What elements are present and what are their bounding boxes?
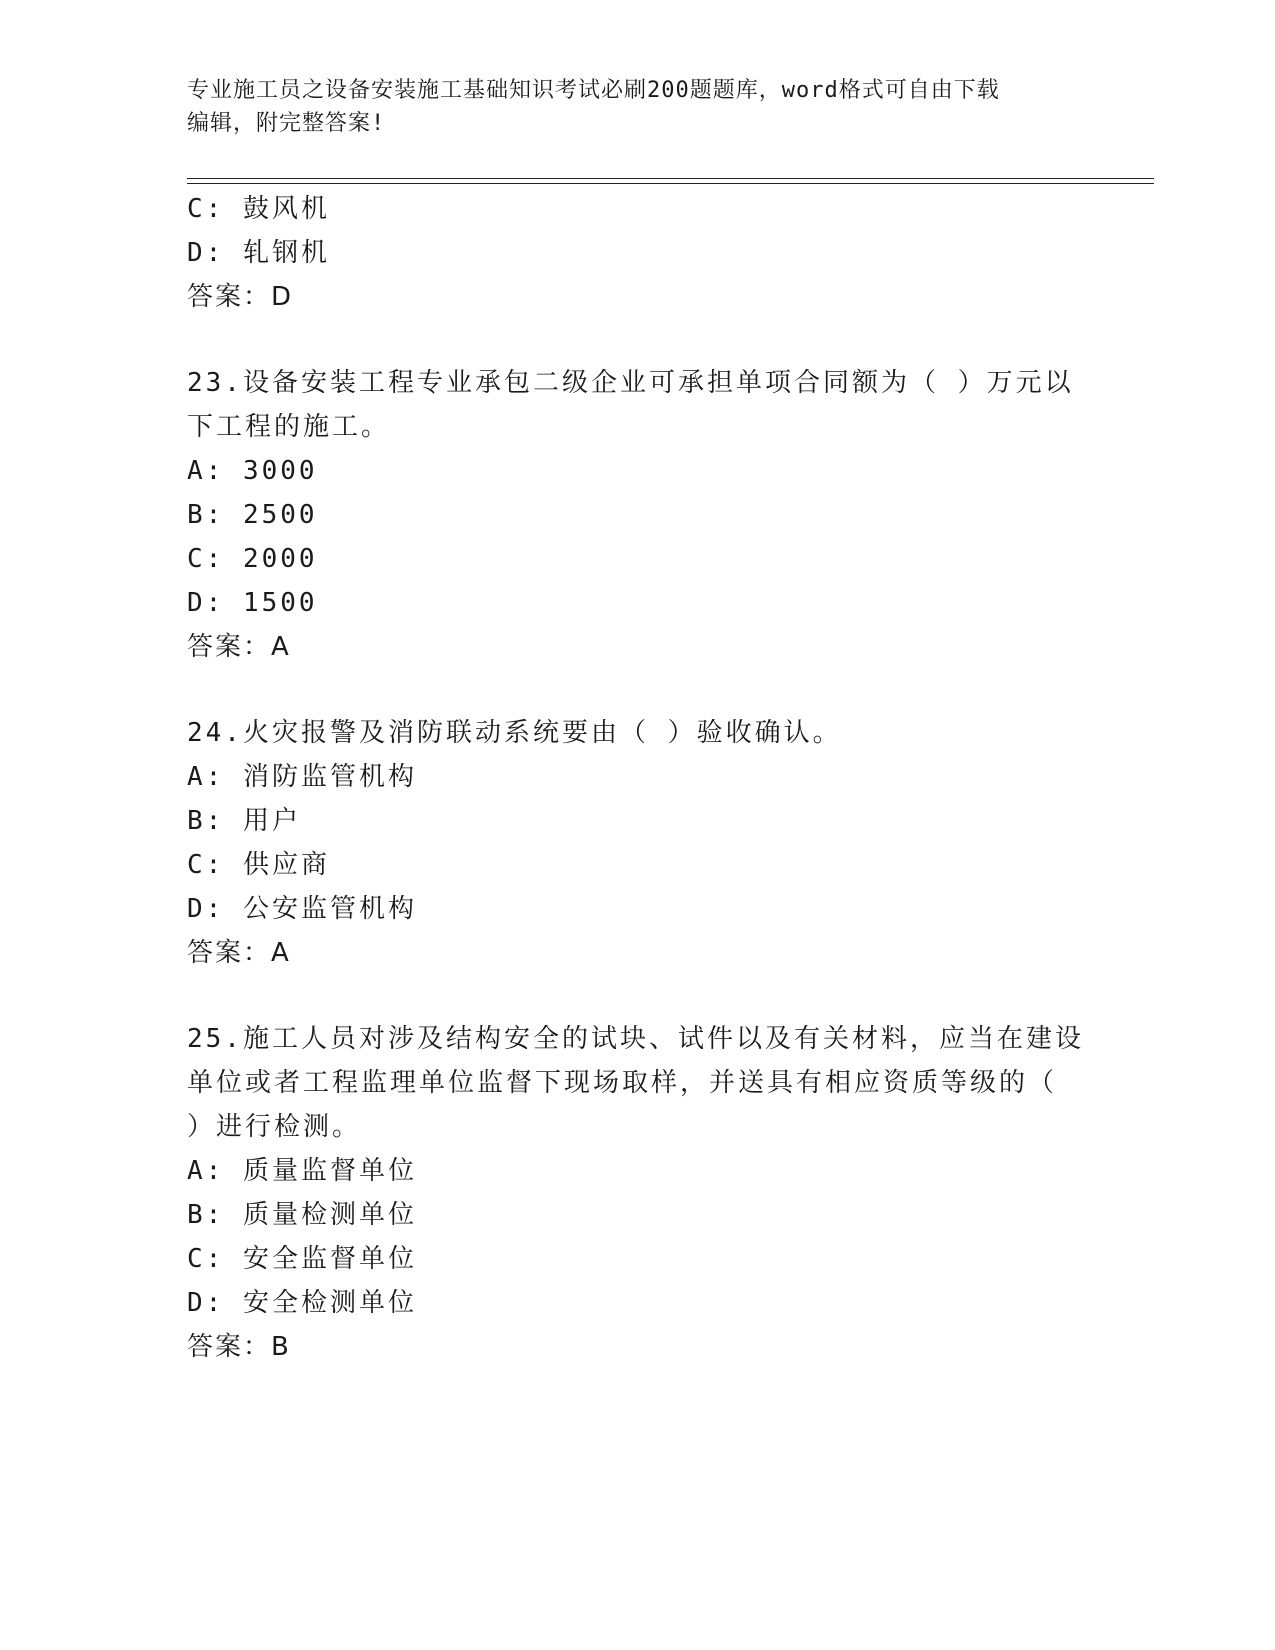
q23-option-d: D: 1500 xyxy=(187,588,318,618)
header-title-line-2: 编辑，附完整答案! xyxy=(187,111,386,136)
q23-option-a: A: 3000 xyxy=(187,456,318,486)
q25-answer: 答案：B xyxy=(187,1332,291,1362)
q24-answer: 答案：A xyxy=(187,938,291,968)
q23-option-b: B: 2500 xyxy=(187,500,318,530)
q25-option-d: D: 安全检测单位 xyxy=(187,1288,417,1318)
q25-option-c: C: 安全监督单位 xyxy=(187,1244,417,1274)
q23-answer: 答案：A xyxy=(187,632,291,662)
document-header xyxy=(187,74,1087,140)
q22-option-c: C: 鼓风机 xyxy=(187,194,330,224)
q24-option-a: A: 消防监管机构 xyxy=(187,762,417,792)
q22-option-d: D: 轧钢机 xyxy=(187,238,330,268)
header-divider-bottom xyxy=(187,183,1154,184)
q23-option-c: C: 2000 xyxy=(187,544,318,574)
header-title-line-1: 专业施工员之设备安装施工基础知识考试必刷200题题库，word格式可自由下载 xyxy=(187,78,1000,103)
q24-option-b: B: 用户 xyxy=(187,806,301,836)
q22-answer: 答案：D xyxy=(187,282,294,312)
q23-stem-line-1: 23.设备安装工程专业承包二级企业可承担单项合同额为（ ）万元以 xyxy=(187,368,1074,398)
q24-option-d: D: 公安监管机构 xyxy=(187,894,417,924)
header-divider-top xyxy=(187,178,1154,179)
q25-stem-line-3: ）进行检测。 xyxy=(187,1112,362,1142)
q25-stem-line-2: 单位或者工程监理单位监督下现场取样，并送具有相应资质等级的（ xyxy=(187,1068,1058,1098)
q24-stem-line-1: 24.火灾报警及消防联动系统要由（ ）验收确认。 xyxy=(187,718,842,748)
q25-option-a: A: 质量监督单位 xyxy=(187,1156,417,1186)
q24-option-c: C: 供应商 xyxy=(187,850,330,880)
q25-option-b: B: 质量检测单位 xyxy=(187,1200,417,1230)
q23-stem-line-2: 下工程的施工。 xyxy=(187,412,391,442)
q25-stem-line-1: 25.施工人员对涉及结构安全的试块、试件以及有关材料，应当在建设 xyxy=(187,1024,1084,1054)
